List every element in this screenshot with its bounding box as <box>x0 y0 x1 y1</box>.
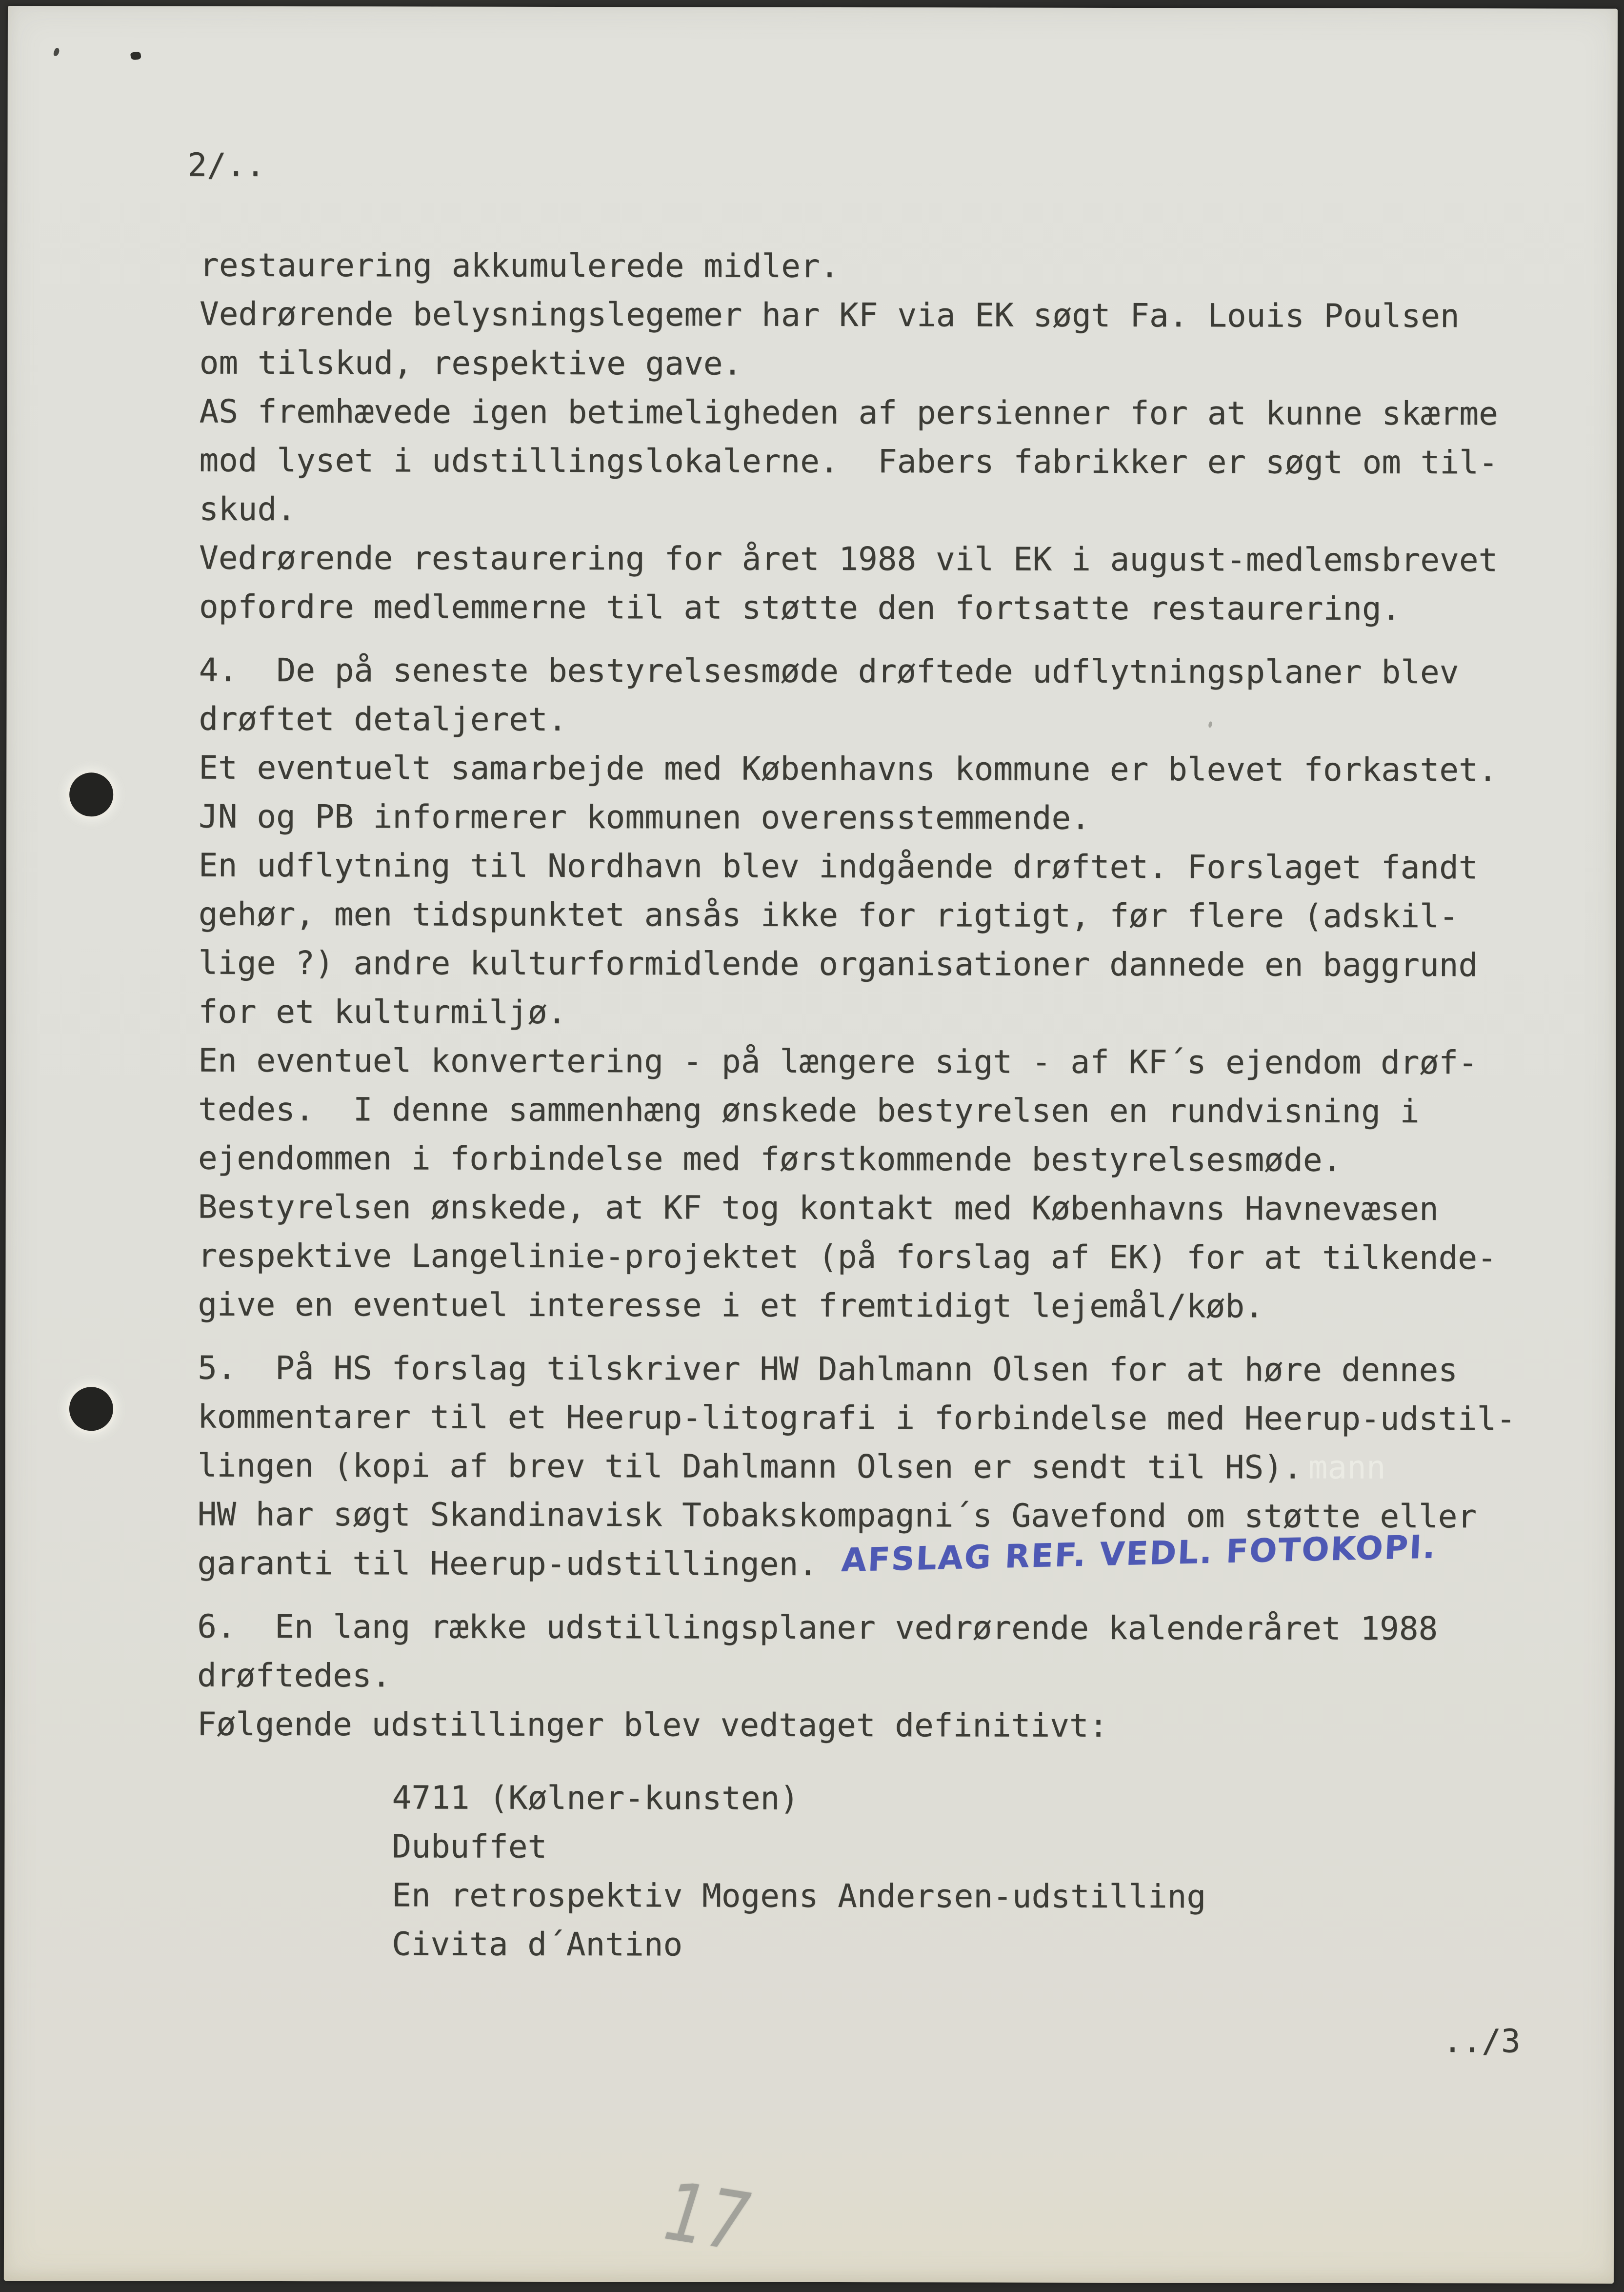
hole-punch-bottom-icon <box>69 1387 113 1431</box>
text-line: gehør, men tidspunktet ansås ikke for rigtigt, før flere (adskil- <box>198 895 1459 935</box>
text-line: JN og PB informerer kommunen overensstemmende. <box>199 797 1090 837</box>
text-line: skud. <box>199 490 296 528</box>
text-line: opfordre medlemmerne til at støtte den fortsatte restaurering. <box>199 588 1401 628</box>
text-line: kommentarer til et Heerup-litografi i forbindelse med Heerup-udstil- <box>197 1398 1516 1438</box>
text-line: HW har søgt Skandinavisk Tobakskompagni´s Gavefond om støtte eller <box>197 1495 1477 1536</box>
text-line: En eventuel konvertering - på længere sigt - af KF´s ejendom drøf- <box>198 1041 1478 1082</box>
text-line: Vedrørende restaurering for året 1988 vil EK i august-medlemsbrevet <box>199 539 1498 579</box>
ink-speck <box>130 51 141 61</box>
text-line: Vedrørende belysningslegemer har KF via EK søgt Fa. Louis Poulsen <box>199 295 1460 335</box>
text-line: respektive Langelinie-projektet (på forslag af EK) for at tilkende- <box>198 1237 1497 1277</box>
paragraph-restaurering <box>199 241 1575 634</box>
document-body <box>197 241 1575 1971</box>
text-line: mod lyset i udstillingslokalerne. Fabers fabrikker er søgt om til- <box>199 441 1498 482</box>
pencil-page-number: 17 <box>651 2165 762 2269</box>
text-line: AS fremhævede igen betimeligheden af persienner for at kunne skærme <box>199 392 1498 433</box>
paragraph-item-4 <box>198 646 1574 1332</box>
text-line-typed: garanti til Heerup-udstillingen. <box>197 1544 818 1583</box>
text-line: for et kulturmiljø. <box>198 993 567 1032</box>
handwritten-annotation: AFSLAG REF. VEDL. FOTOKOPI. <box>840 1528 1438 1579</box>
paragraph-item-5 <box>197 1344 1573 1590</box>
text-line: 4. De på seneste bestyrelsesmøde drøftede udflytningsplaner blev <box>199 651 1459 691</box>
text-line: om tilskud, respektive gave. <box>199 344 742 383</box>
text-line: En udflytning til Nordhavn blev indgående drøftet. Forslaget fandt <box>198 846 1478 887</box>
text-line <box>197 1528 1573 1590</box>
ink-speck <box>53 47 60 57</box>
text-line-typed: lingen (kopi af brev til Dahlmann Olsen er sendt til HS). <box>197 1446 1303 1486</box>
list-item: 4711 (Kølner-kunsten) <box>392 1779 800 1817</box>
hole-punch-top-icon <box>69 772 113 816</box>
continuation-mark: ../3 <box>1443 2022 1521 2060</box>
text-line: 6. En lang række udstillingsplaner vedrørende kalenderåret 1988 <box>197 1607 1438 1648</box>
text-line: give en eventuel interesse i et fremtidigt lejemål/køb. <box>198 1285 1264 1325</box>
page-number: 2/.. <box>187 146 265 184</box>
text-line: drøftedes. <box>197 1656 391 1695</box>
paragraph-item-6 <box>197 1602 1573 1751</box>
list-item: Dubuffet <box>392 1827 547 1866</box>
text-line: ejendommen i forbindelse med førstkommende bestyrelsesmøde. <box>198 1139 1342 1179</box>
text-line <box>198 1441 1573 1493</box>
text-line: tedes. I denne sammenhæng ønskede bestyrelsen en rundvisning i <box>198 1090 1420 1131</box>
exhibition-list <box>197 1773 1573 1971</box>
text-line: restaurering akkumulerede midler. <box>200 246 840 285</box>
list-item: En retrospektiv Mogens Andersen-udstilling <box>392 1876 1206 1916</box>
text-line: Følgende udstillinger blev vedtaget definitivt: <box>197 1705 1108 1744</box>
text-line: lige ?) andre kulturformidlende organisationer dannede en baggrund <box>198 944 1478 984</box>
list-item: Civita d´Antino <box>392 1925 683 1964</box>
text-line: drøftet detaljeret. <box>199 700 567 739</box>
ghost-text: mann <box>1308 1448 1386 1486</box>
document-page <box>4 6 1618 2284</box>
text-line: Bestyrelsen ønskede, at KF tog kontakt med Københavns Havnevæsen <box>198 1188 1439 1228</box>
text-line: Et eventuelt samarbejde med Københavns kommune er blevet forkastet. <box>199 749 1498 789</box>
text-line: 5. På HS forslag tilskriver HW Dahlmann Olsen for at høre dennes <box>198 1349 1458 1389</box>
